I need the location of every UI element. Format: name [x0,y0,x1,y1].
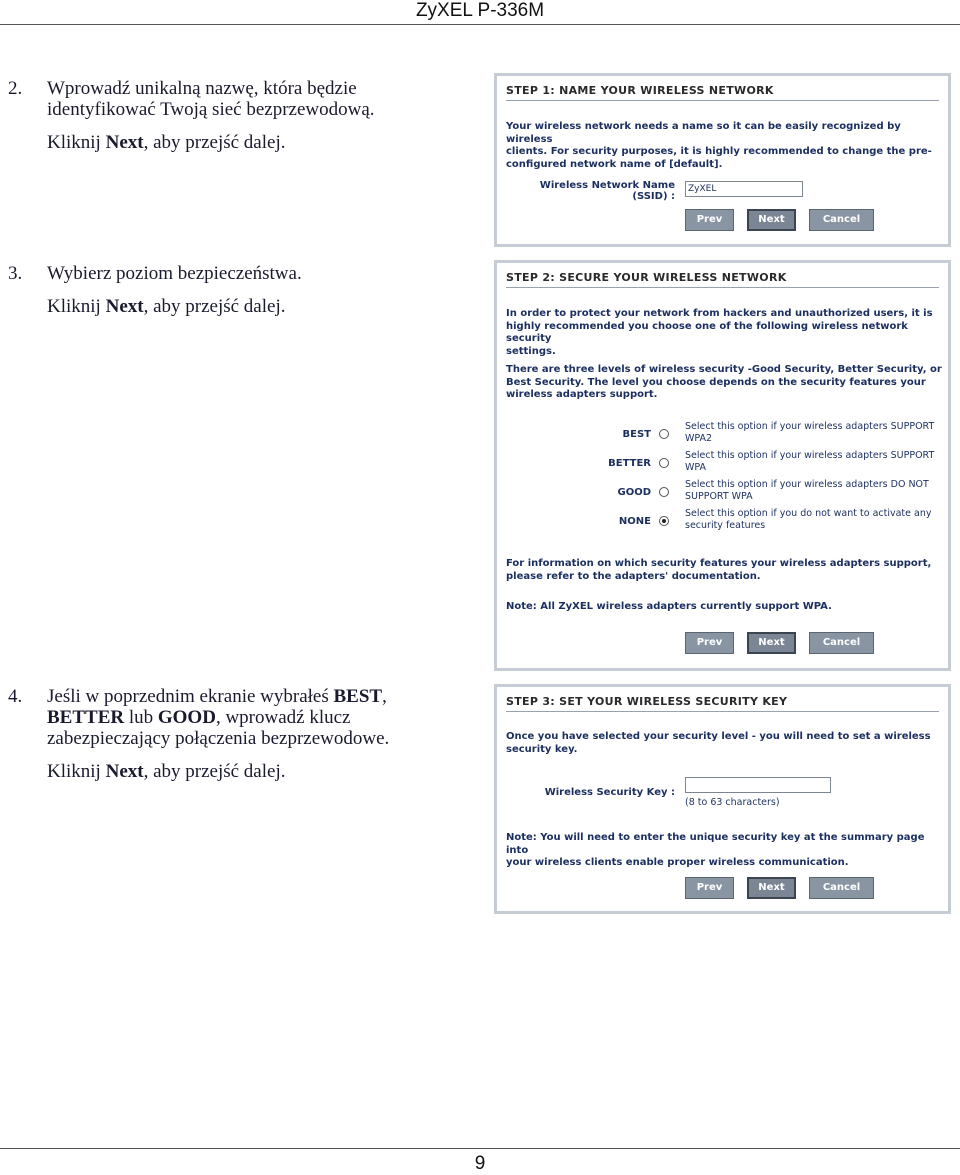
panel-title: STEP 2: SECURE YOUR WIRELESS NETWORK [506,271,787,284]
panel-description: Once you have selected your security level - you will need to set a wireless security key. [506,731,931,755]
step-1-panel [494,73,951,247]
step-2-panel [494,260,951,671]
step-number: 4. [8,686,23,707]
panel-title: STEP 3: SET YOUR WIRELESS SECURITY KEY [506,695,788,708]
option-label-best: BEST [622,429,651,440]
radio-good[interactable] [659,487,669,497]
step-3-panel [494,684,951,914]
panel-title: STEP 1: NAME YOUR WIRELESS NETWORK [506,84,774,97]
step-number: 2. [8,78,23,99]
footer-rule [0,1148,960,1149]
step-text-line: BETTER lub GOOD, wprowadź klucz [47,707,351,728]
cancel-button[interactable]: Cancel [809,632,874,654]
security-levels-description: There are three levels of wireless security -Good Security, Better Security, or Best Security. The level you choose depends on the security features your wireless adapters support. [506,364,942,400]
option-desc-none: Select this option if you do not want to activate any security features [685,508,932,531]
step-text-line: Wybierz poziom bezpieczeństwa. [47,263,302,284]
adapter-info-text: For information on which security features your wireless adapters support, please refer to the adapters' documentation. [506,558,932,582]
panel-divider [506,287,939,288]
page-header [0,0,960,24]
prev-button[interactable]: Prev [685,209,734,231]
summary-note: Note: You will need to enter the unique security key at the summary page into your wireless clients enable proper wireless communication. [506,832,925,868]
step-text-line: Jeśli w poprzednim ekranie wybrałeś BEST, [47,686,387,707]
click-next-instruction: Kliknij Next, aby przejść dalej. [47,761,286,782]
prev-button[interactable]: Prev [685,877,734,899]
click-next-instruction: Kliknij Next, aby przejść dalej. [47,296,286,317]
option-label-none: NONE [618,516,651,527]
ssid-label: Wireless Network Name (SSID) : [539,180,675,202]
option-label-better: BETTER [608,458,651,469]
panel-divider [506,100,939,101]
panel-description: In order to protect your network from hackers and unauthorized users, it is highly recommended you choose one of the following wireless network security settings. [506,308,933,357]
option-label-good: GOOD [617,487,651,498]
radio-best[interactable] [659,429,669,439]
next-button[interactable]: Next [747,632,796,654]
wpa-note: Note: All ZyXEL wireless adapters currently support WPA. [506,601,832,612]
page-number: 9 [474,1153,486,1174]
click-next-instruction: Kliknij Next, aby przejść dalej. [47,132,286,153]
option-desc-best: Select this option if your wireless adapters SUPPORT WPA2 [685,421,935,444]
ssid-input[interactable]: ZyXEL [685,181,803,197]
panel-divider [506,711,939,712]
option-desc-good: Select this option if your wireless adapters DO NOT SUPPORT WPA [685,479,929,502]
security-key-input[interactable] [685,777,831,793]
radio-none[interactable] [659,516,669,526]
cancel-button[interactable]: Cancel [809,877,874,899]
next-button[interactable]: Next [747,209,796,231]
header-rule [0,24,960,25]
key-length-hint: (8 to 63 characters) [685,797,780,808]
document-title: ZyXEL P-336M [415,0,545,21]
step-number: 3. [8,263,23,284]
radio-better[interactable] [659,458,669,468]
next-button[interactable]: Next [747,877,796,899]
prev-button[interactable]: Prev [685,632,734,654]
panel-description: Your wireless network needs a name so it can be easily recognized by wireless clients. For security purposes, it is highly recommended to change the pre- configured network name of [default]. [506,121,932,170]
cancel-button[interactable]: Cancel [809,209,874,231]
option-desc-better: Select this option if your wireless adapters SUPPORT WPA [685,450,935,473]
step-text-line: identyfikować Twoją sieć bezprzewodową. [47,99,375,120]
step-text-line: Wprowadź unikalną nazwę, która będzie [47,78,357,99]
security-key-label: Wireless Security Key : [544,787,675,798]
step-text-line: zabezpieczający połączenia bezprzewodowe. [47,728,390,749]
